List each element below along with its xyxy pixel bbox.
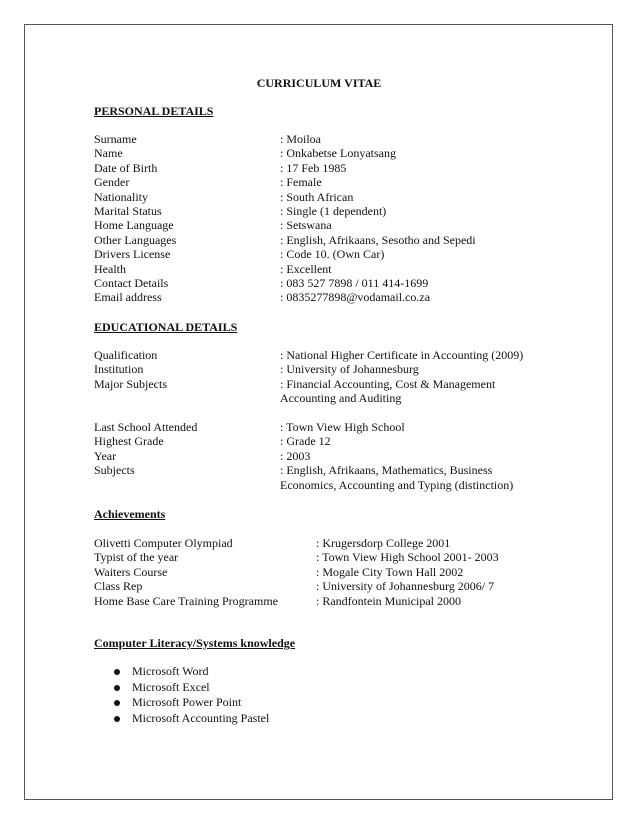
detail-label: Highest Grade <box>94 434 164 449</box>
detail-label: Drivers License <box>94 247 171 262</box>
detail-value: : National Higher Certificate in Accounting (2009) <box>280 348 524 362</box>
achievements-heading: Achievements <box>94 507 166 521</box>
detail-value: : 083 527 7898 / 011 414-1699 <box>280 275 429 290</box>
achievement-label: Home Base Care Training Programme <box>94 593 278 608</box>
educational-details-heading: EDUCATIONAL DETAILS <box>94 320 238 334</box>
detail-value: : South African <box>280 189 354 204</box>
achievement-value: : Mogale City Town Hall 2002 <box>316 564 464 579</box>
computer-skills-list <box>110 664 269 726</box>
detail-value <box>280 377 495 406</box>
detail-label: Gender <box>94 175 130 190</box>
detail-value: : Single (1 dependent) <box>280 203 387 218</box>
achievement-value: : Randfontein Municipal 2000 <box>316 593 461 608</box>
achievement-value: : Krugersdorp College 2001 <box>316 536 451 550</box>
list-item <box>110 664 269 680</box>
detail-label: Email address <box>94 290 162 305</box>
detail-value: : 0835277898@vodamail.co.za <box>280 290 431 305</box>
skill-label: Microsoft Power Point <box>132 695 242 710</box>
detail-value: : Town View High School <box>280 420 405 434</box>
detail-value-line: : English, Afrikaans, Mathematics, Business <box>280 463 493 478</box>
detail-label: Last School Attended <box>94 420 198 434</box>
skill-label: Microsoft Excel <box>132 679 210 694</box>
detail-label: Major Subjects <box>94 376 167 391</box>
list-item <box>110 695 269 711</box>
bullet-icon <box>114 669 120 675</box>
detail-value: : Female <box>280 175 322 190</box>
detail-value: : Moiloa <box>280 132 321 146</box>
detail-value: : Grade 12 <box>280 434 331 449</box>
detail-label: Subjects <box>94 463 135 478</box>
detail-label: Qualification <box>94 348 158 362</box>
detail-label: Contact Details <box>94 275 169 290</box>
achievement-value: : Town View High School 2001- 2003 <box>316 550 499 565</box>
skill-label: Microsoft Accounting Pastel <box>132 710 270 725</box>
detail-value: : Setswana <box>280 218 332 233</box>
achievement-value: : University of Johannesburg 2006/ 7 <box>316 579 495 594</box>
detail-label: Name <box>94 146 123 161</box>
detail-label: Other Languages <box>94 232 177 247</box>
detail-value: : Code 10. (Own Car) <box>280 247 385 262</box>
skill-label: Microsoft Word <box>132 664 209 678</box>
detail-label: Health <box>94 261 126 276</box>
detail-label: Surname <box>94 132 137 146</box>
bullet-icon <box>114 716 120 722</box>
personal-details-heading: PERSONAL DETAILS <box>94 104 214 118</box>
detail-label: Home Language <box>94 218 174 233</box>
achievement-label: Class Rep <box>94 579 143 594</box>
detail-value-line: Economics, Accounting and Typing (distinction) <box>280 477 514 492</box>
detail-label: Marital Status <box>94 203 162 218</box>
detail-label: Date of Birth <box>94 160 158 175</box>
achievement-label: Waiters Course <box>94 564 168 579</box>
detail-value: : Excellent <box>280 261 332 276</box>
detail-value: : Onkabetse Lonyatsang <box>280 146 396 161</box>
list-item <box>110 680 269 696</box>
detail-value: : University of Johannesburg <box>280 362 419 377</box>
detail-value-line: : Financial Accounting, Cost & Management <box>280 376 496 391</box>
bullet-icon <box>114 700 120 706</box>
detail-label: Year <box>94 448 117 463</box>
achievement-label: Olivetti Computer Olympiad <box>94 536 233 550</box>
detail-value: : 17 Feb 1985 <box>280 160 347 175</box>
detail-label: Institution <box>94 362 144 377</box>
achievement-label: Typist of the year <box>94 550 179 565</box>
detail-value: : 2003 <box>280 448 311 463</box>
list-item <box>110 711 269 727</box>
computer-literacy-heading: Computer Literacy/Systems knowledge <box>94 636 296 650</box>
detail-value <box>280 463 513 492</box>
detail-label: Nationality <box>94 189 148 204</box>
document-title: CURRICULUM VITAE <box>256 76 382 90</box>
detail-value-line: Accounting and Auditing <box>280 391 402 406</box>
detail-value: : English, Afrikaans, Sesotho and Sepedi <box>280 232 476 247</box>
bullet-icon <box>114 685 120 691</box>
